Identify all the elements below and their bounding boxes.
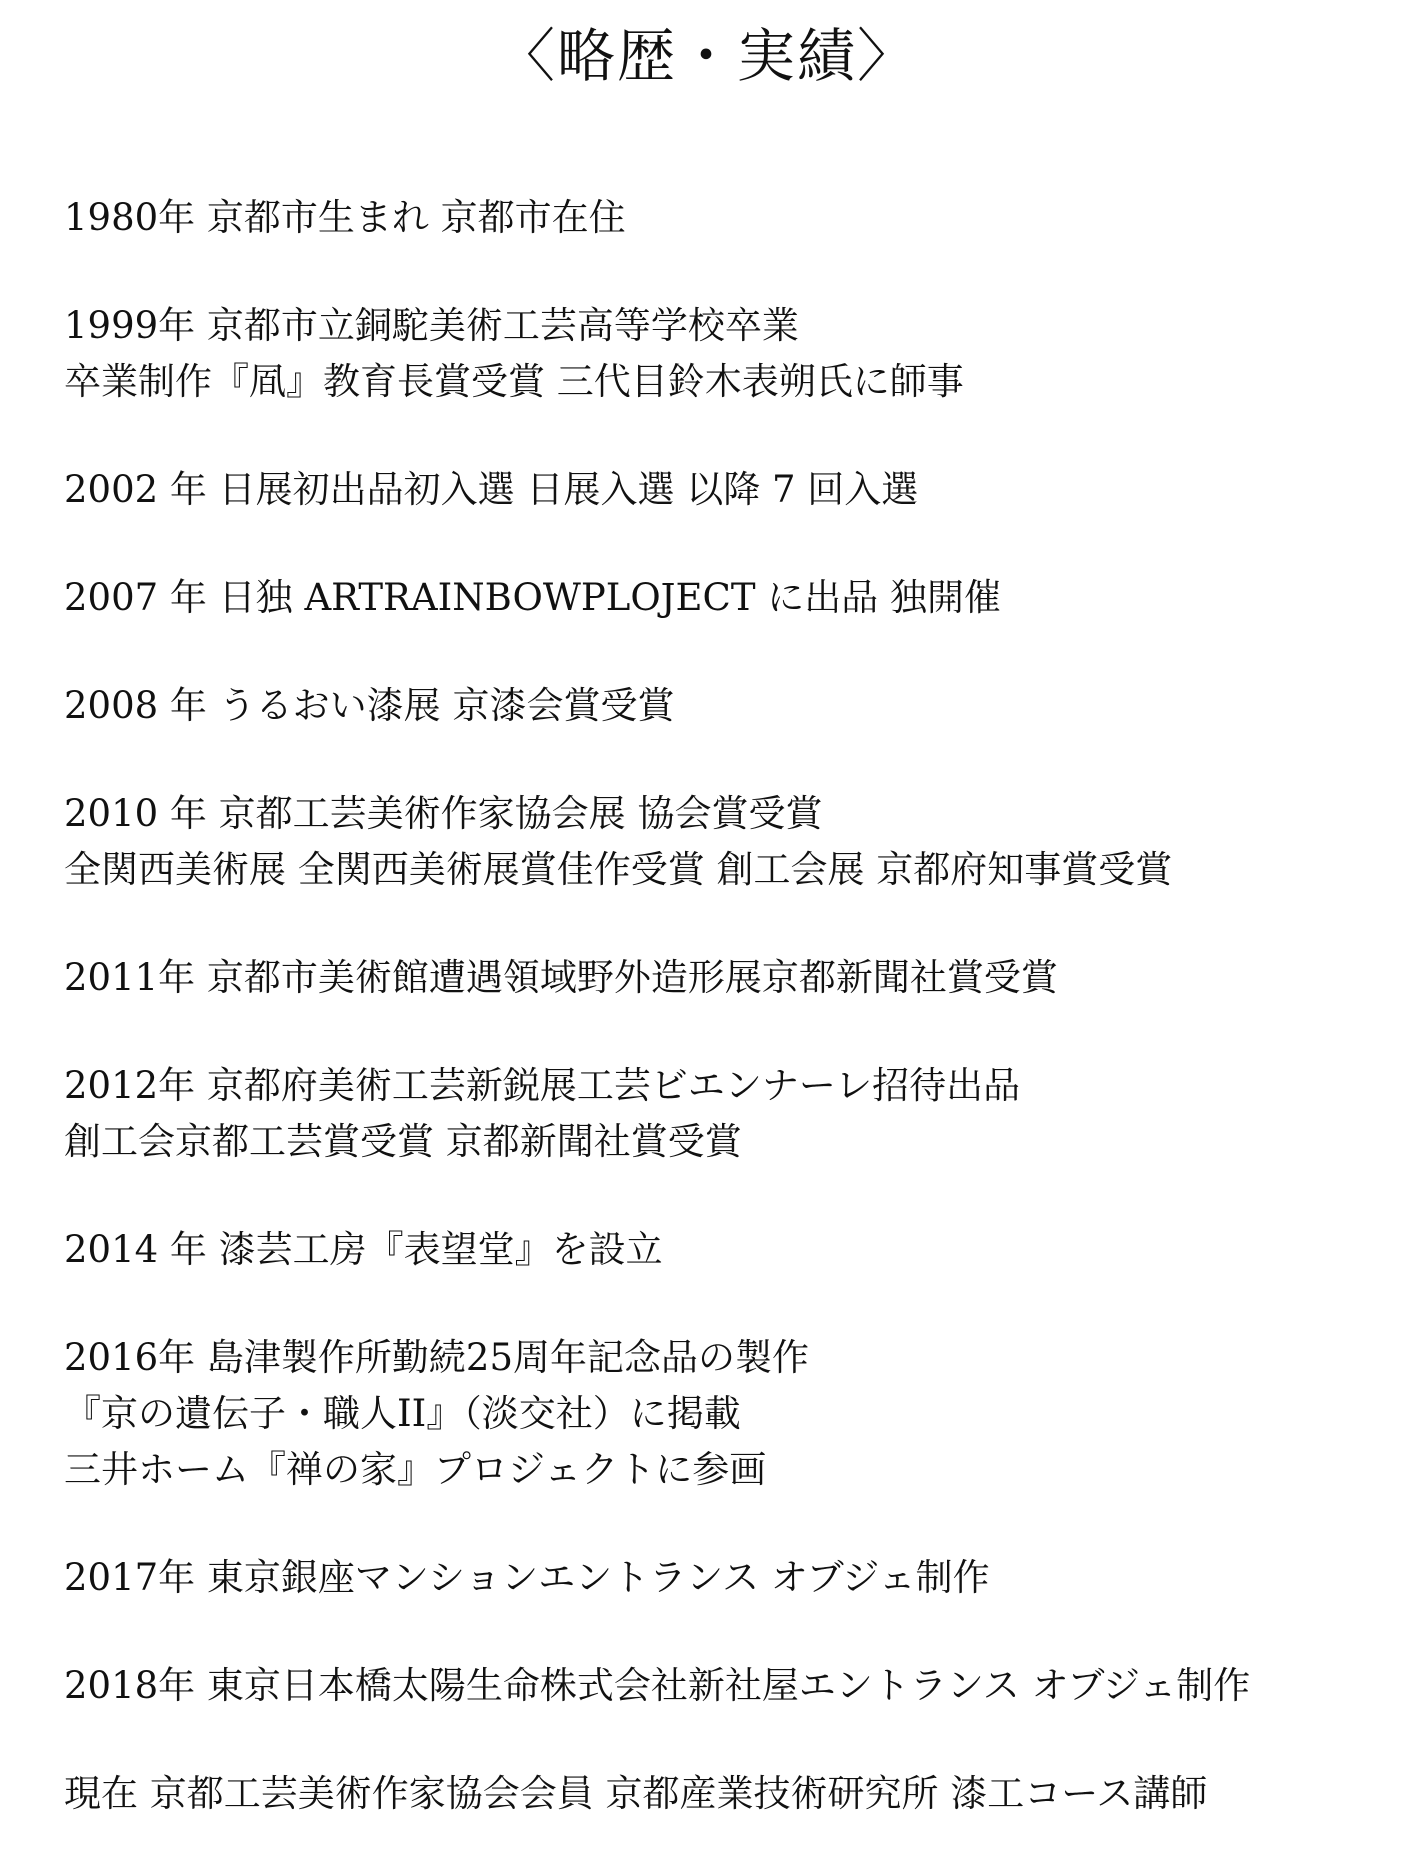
history-entry bbox=[64, 1658, 1394, 1714]
history-entry-heading: 2012年 京都府美術工芸新鋭展工芸ビエンナーレ招待出品 bbox=[64, 1064, 1021, 1107]
history-entry bbox=[64, 1330, 1394, 1498]
history-entry bbox=[64, 950, 1394, 1006]
history-entry-heading: 1980年 京都市生まれ 京都市在住 bbox=[64, 196, 626, 239]
history-entry bbox=[64, 570, 1394, 626]
history-entry bbox=[64, 462, 1394, 518]
history-entry-line: 三井ホーム『禅の家』プロジェクトに参画 bbox=[64, 1448, 767, 1491]
history-entry bbox=[64, 298, 1394, 410]
history-entry bbox=[64, 1222, 1394, 1278]
history-entry-heading: 2010 年 京都工芸美術作家協会展 協会賞受賞 bbox=[64, 792, 823, 835]
history-entry-heading: 1999年 京都市立銅駝美術工芸高等学校卒業 bbox=[64, 304, 799, 347]
career-history-list bbox=[64, 190, 1394, 1874]
history-entry-heading: 2018年 東京日本橋太陽生命株式会社新社屋エントランス オブジェ制作 bbox=[64, 1664, 1251, 1707]
history-entry-line: 『京の遺伝子・職人II』（淡交社）に掲載 bbox=[64, 1392, 741, 1435]
history-entry-heading: 2017年 東京銀座マンションエントランス オブジェ制作 bbox=[64, 1556, 990, 1599]
history-entry-heading: 現在 京都工芸美術作家協会会員 京都産業技術研究所 漆工コース講師 bbox=[64, 1772, 1208, 1815]
history-entry-heading: 2002 年 日展初出品初入選 日展入選 以降 7 回入選 bbox=[64, 468, 919, 511]
history-entry-heading: 2014 年 漆芸工房『表望堂』を設立 bbox=[64, 1228, 663, 1271]
history-entry bbox=[64, 678, 1394, 734]
history-entry bbox=[64, 1058, 1394, 1170]
page-title: 〈略歴・実績〉 bbox=[496, 22, 917, 90]
history-entry-line: 創工会京都工芸賞受賞 京都新聞社賞受賞 bbox=[64, 1120, 742, 1163]
history-entry bbox=[64, 1766, 1394, 1822]
history-entry-heading: 2011年 京都市美術館遭遇領域野外造形展京都新聞社賞受賞 bbox=[64, 956, 1058, 999]
history-entry-heading: 2007 年 日独 ARTRAINBOWPLOJECT に出品 独開催 bbox=[64, 576, 1002, 619]
history-entry-line: 卒業制作『凮』教育長賞受賞 三代目鈴木表朔氏に師事 bbox=[64, 360, 964, 403]
history-entry bbox=[64, 190, 1394, 246]
history-entry bbox=[64, 786, 1394, 898]
history-entry-heading: 2016年 島津製作所勤続25周年記念品の製作 bbox=[64, 1336, 810, 1379]
history-entry-heading: 2008 年 うるおい漆展 京漆会賞受賞 bbox=[64, 684, 675, 727]
history-entry-line: 全関西美術展 全関西美術展賞佳作受賞 創工会展 京都府知事賞受賞 bbox=[64, 848, 1173, 891]
history-entry bbox=[64, 1550, 1394, 1606]
